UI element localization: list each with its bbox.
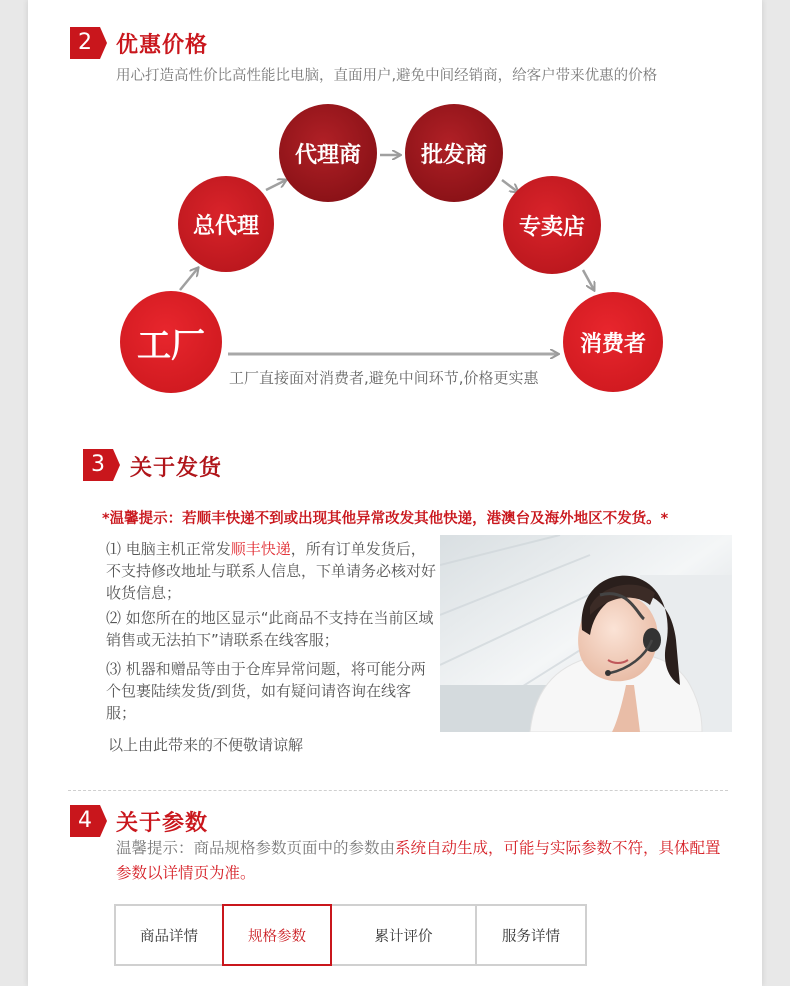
note-1-suffix: ，所有订单发货后，不支持修改地址与联系人信息，下单请务必核对好收货信息； <box>106 540 437 602</box>
section-3-title: 关于发货 <box>130 456 223 481</box>
section-4-number: 4 <box>70 805 100 837</box>
section-3-number: 3 <box>83 449 113 481</box>
shipping-note-2: ⑵ 如您所在的地区显示“此商品不支持在当前区域销售或无法拍下”请联系在线客服； <box>106 609 434 649</box>
shipping-notice: *温馨提示：若顺丰快递不到或出现其他异常改发其他快递，港澳台及海外地区不发货。* <box>102 511 669 527</box>
note-1-highlight: 顺丰快递 <box>230 540 291 558</box>
param-note-prefix: 温馨提示：商品规格参数页面中的参数由 <box>116 839 396 857</box>
shipping-closing: 以上由此带来的不便敬请谅解 <box>108 736 304 754</box>
param-note <box>116 836 726 886</box>
node-factory-label: 工厂 <box>137 325 205 366</box>
section-2-title: 优惠价格 <box>116 33 209 58</box>
arrow-right-icon <box>180 268 198 290</box>
arrow-right-icon <box>583 270 594 290</box>
tab-reviews[interactable]: 累计评价 <box>330 904 477 966</box>
detail-tabs <box>116 904 587 966</box>
node-consumer <box>563 292 663 392</box>
product-detail-page <box>28 0 762 986</box>
node-wholesaler <box>405 104 503 202</box>
tab-service-details[interactable]: 服务详情 <box>475 904 587 966</box>
node-general-agent-label: 总代理 <box>192 213 259 239</box>
node-general-agent <box>178 176 274 272</box>
section-4-title: 关于参数 <box>116 811 209 836</box>
node-wholesaler-label: 批发商 <box>420 142 487 168</box>
shipping-note-3: ⑶ 机器和赠品等由于仓库异常问题，将可能分两个包裹陆续发货/到货，如有疑问请咨询在线客服； <box>106 660 426 722</box>
note-1-prefix: ⑴ 电脑主机正常发 <box>106 540 231 558</box>
node-store-label: 专卖店 <box>518 214 585 240</box>
section-2-subtitle: 用心打造高性价比高性能比电脑，直面用户,避免中间经销商，给客户带来优惠的价格 <box>116 68 658 84</box>
tab-specifications[interactable]: 规格参数 <box>222 904 332 966</box>
node-store <box>503 176 601 274</box>
direct-caption: 工厂直接面对消费者,避免中间环节,价格更实惠 <box>229 369 539 387</box>
tab-product-details[interactable]: 商品详情 <box>114 904 224 966</box>
node-factory <box>120 291 222 393</box>
arrow-right-icon <box>266 180 286 190</box>
param-note-highlight: 系统自动生成，可能与实际参数不符，具体配置参数以详情页为准。 <box>116 839 721 882</box>
node-agent <box>279 104 377 202</box>
shipping-note-1 <box>106 538 440 604</box>
customer-service-photo <box>440 535 732 732</box>
node-consumer-label: 消费者 <box>579 331 646 357</box>
section-2-number: 2 <box>70 27 100 59</box>
node-agent-label: 代理商 <box>294 142 361 168</box>
section-divider <box>68 790 728 791</box>
